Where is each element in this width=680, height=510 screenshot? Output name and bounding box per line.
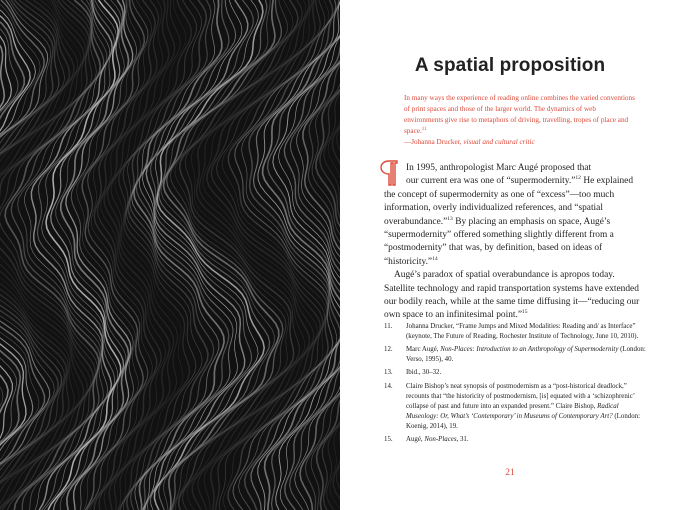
footnote-number: 14.: [384, 382, 393, 390]
paragraph-2: [384, 269, 646, 323]
p1-seg-b: He explained the concept of supermodernity as one of “excess”—too much information, overly individualized references, and “spatial overabundance.”: [384, 176, 634, 227]
page-title: A spatial proposition: [414, 55, 606, 76]
footnote-text: (London: Verso, 1995), 40.: [406, 346, 646, 364]
p1-line1: In 1995, anthropologist Marc Augé proposed that: [406, 163, 592, 173]
footnote: [384, 435, 646, 445]
footnote-number: 11.: [384, 323, 393, 330]
paragraph-1: [384, 162, 646, 269]
epigraph-author: —Johanna Drucker,: [404, 138, 462, 146]
footnote-text: Ibid., 30–32.: [406, 369, 442, 377]
footnote: [384, 368, 646, 378]
footnote-number: 15.: [384, 435, 393, 443]
p2-text: Augé’s paradox of spatial overabundance is apropos today. Satellite technology and rapid transportation systems have extended our bodily reach, while at the same time diffusing it—“reducing our own space to an infinitesimal point.”: [384, 270, 640, 321]
footnote-text: Johanna Drucker, “Frame Jumps and Mixed Modalities: Reading and/ as Interface” (keynote, The Future of Reading, Rochester Institute of Technology, June 10, 2010).: [406, 323, 639, 340]
footnote-text: Augé,: [406, 435, 425, 443]
body-text: [384, 162, 646, 323]
footnote-text: , 31.: [456, 435, 469, 443]
footnote-text: Claire Bishop’s neat synopsis of postmodernism as a “post-historical deadlock,” recounts that “the historicity of postmodernism, [is] equated with a ‘schizophrenic’ collapse of past and future into an expanded present.” Claire Bishop,: [406, 382, 635, 410]
epigraph-attribution: [404, 137, 636, 148]
footnote-text: (London: Koenig, 2014), 19.: [406, 412, 641, 430]
footnote: [384, 382, 646, 432]
footnote-title: Radical Museology: Or, What’s ‘Contemporary’ in Museums of Contemporary Art?: [406, 402, 619, 420]
footnote-title: Non-Places: [424, 435, 457, 443]
epigraph-role: visual and cultural critic: [463, 138, 535, 146]
page-number: 21: [505, 468, 515, 478]
ref-13: 13: [447, 215, 453, 222]
p1-line2: [384, 176, 575, 186]
p1-seg-a: our current era was one of “supermodernity.”: [406, 176, 576, 187]
footnotes: [384, 322, 646, 448]
ref-12: 12: [575, 175, 581, 182]
right-page: [340, 0, 680, 510]
footnote-title: Non-Places: Introduction to an Anthropology of Supermodernity: [440, 346, 619, 354]
footnote-text: Marc Augé,: [406, 346, 441, 354]
epigraph-ref: 11: [421, 127, 427, 132]
p1-seg-c: By placing an emphasis on space, Augé’s “supermodernity” offered something slightly different from a “postmodernity” that was, by definition, based on ideas of “historicity.”: [384, 216, 614, 267]
epigraph: [404, 93, 636, 148]
ref-15: 15: [522, 309, 528, 316]
footnote: [384, 345, 646, 365]
footnote: [384, 322, 646, 342]
footnote-number: 12.: [384, 346, 393, 354]
ref-14: 14: [432, 255, 438, 262]
footnote-number: 13.: [384, 369, 393, 377]
epigraph-text: In many ways the experience of reading online combines the varied conventions of print spaces and those of the larger world. The dynamics of web environments give rise to metaphors of driving, travelling, tropes of place and space.: [404, 94, 635, 135]
